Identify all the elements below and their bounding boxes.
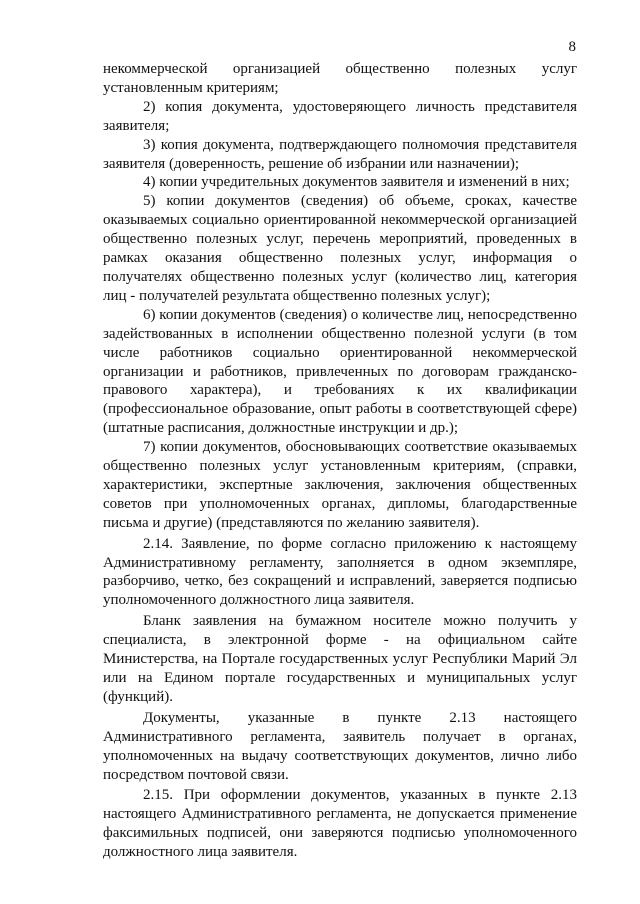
list-item-7: 7) копии документов, обосновывающих соответствие оказываемых общественно полезных услуг установленным критериям, (справки, характеристики, экспертные заключения, заключения общественных советов при уполномоченных органах, дипломы, благодарственные письма и другие) (представляются по желанию заявителя). — [103, 439, 577, 531]
paragraph-documents: Документы, указанные в пункте 2.13 настоящего Административного регламента, заявитель получает в органах, уполномоченных на выдачу соответствующих документов, лично либо посредством почтовой связи. — [103, 709, 577, 783]
page-number: 8 — [568, 39, 576, 55]
list-item-2: 2) копия документа, удостоверяющего личность представителя заявителя; — [103, 98, 577, 134]
list-item-5: 5) копии документов (сведения) об объеме, сроках, качестве оказываемых социально ориентированной некоммерческой организацией общественно полезных услуг, перечень мероприятий, проведенных в рамках оказания общественно полезных услуг, информация о получателях общественно полезных услуг (количество лиц, категория лиц - получателей результата общественно полезных услуг); — [103, 193, 577, 304]
document-body — [103, 60, 577, 862]
list-item-4: 4) копии учредительных документов заявителя и изменений в них; — [143, 174, 570, 191]
paragraph-continuation: некоммерческой организацией общественно полезных услуг установленным критериям; — [103, 61, 577, 96]
clause-2-14: 2.14. Заявление, по форме согласно приложению к настоящему Административному регламенту, заполняется в одном экземпляре, разборчиво, четко, без сокращений и исправлений, заверяется подписью уполномоченного должностного лица заявителя. — [103, 535, 577, 609]
list-item-6: 6) копии документов (сведения) о количестве лиц, непосредственно задействованных в исполнении общественно полезной услуги (в том числе работников социально ориентированной некоммерческой организации и работников, привлеченных по договорам гражданско-правового характера), и требованиях к их квалификации (профессиональное образование, опыт работы в соответствующей сфере) (штатные расписания, должностные инструкции и др.); — [103, 306, 577, 437]
list-item-3: 3) копия документа, подтверждающего полномочия представителя заявителя (доверенность, решение об избрании или назначении); — [103, 136, 577, 172]
paragraph-form-blank: Бланк заявления на бумажном носителе можно получить у специалиста, в электронной форме - на официальном сайте Министерства, на Портале государственных услуг Республики Марий Эл или на Едином портале государственных и муниципальных услуг (функций). — [103, 613, 577, 705]
clause-2-15: 2.15. При оформлении документов, указанных в пункте 2.13 настоящего Административного регламента, не допускается применение факсимильных подписей, они заверяются подписью уполномоченного должностного лица заявителя. — [103, 787, 577, 861]
